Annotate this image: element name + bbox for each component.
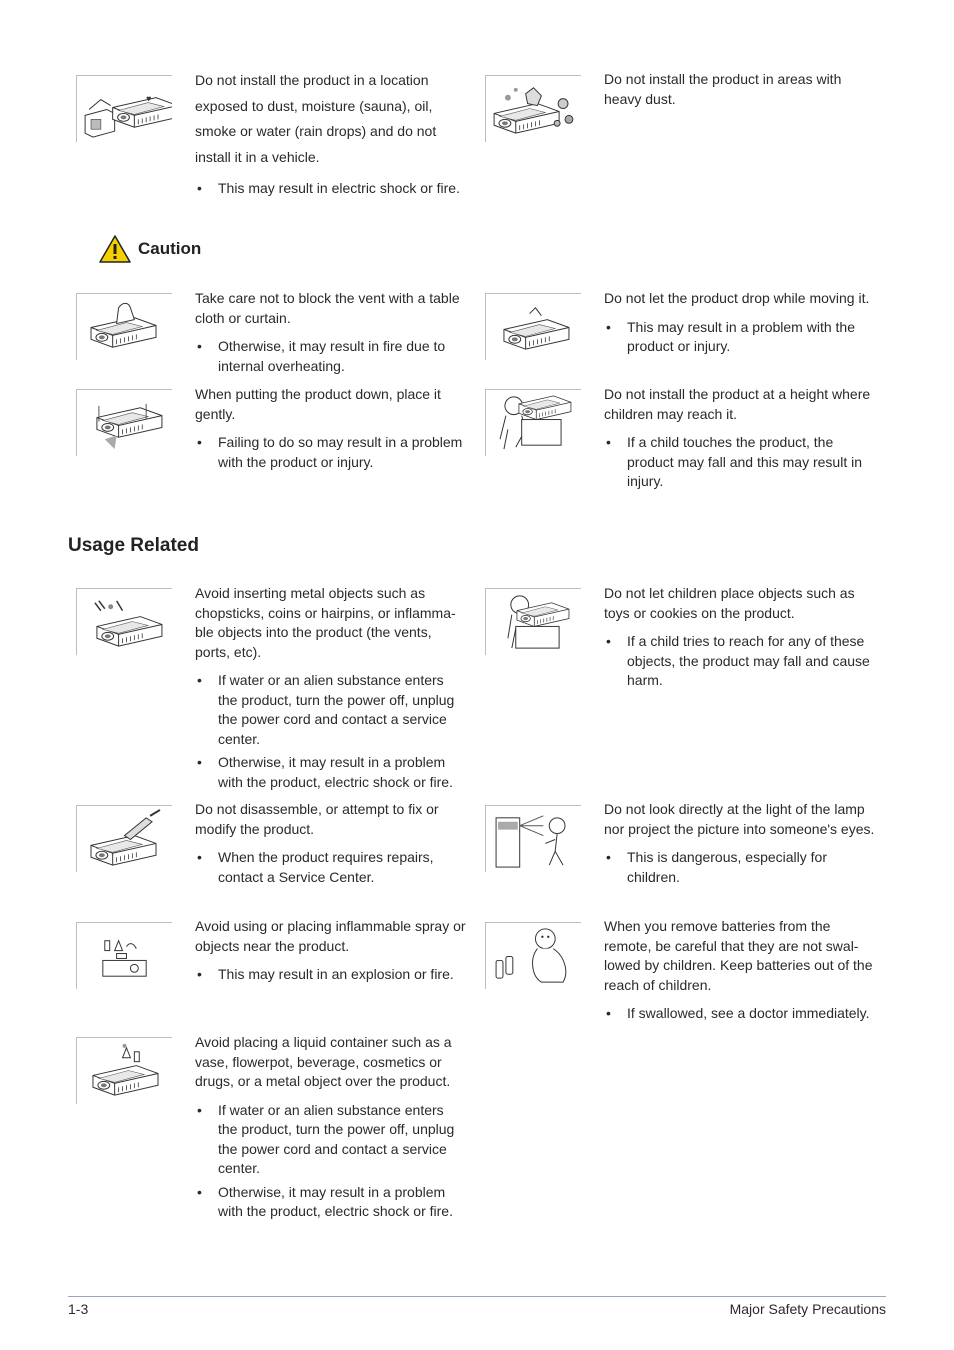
caution-label: Caution — [138, 239, 202, 258]
instruction-text: Do not let children place objects such as toys or cookies on the product. — [604, 585, 855, 621]
instruction-text: Do not disassemble, or attempt to fix or modify the product. — [195, 801, 439, 837]
instruction-text: Avoid using or placing inflammable spray or objects near the product. — [195, 918, 466, 954]
child-reaching-projector-illustration — [485, 389, 581, 456]
lamp-light-eyes-illustration — [485, 805, 581, 872]
child-batteries-illustration — [485, 922, 581, 989]
drop-caution — [604, 289, 876, 361]
projector-in-vehicle-illustration — [76, 75, 172, 142]
metal-objects-warning — [195, 584, 467, 796]
disassemble-projector-illustration — [76, 805, 172, 872]
bullet-item: • This may result in a problem with the product or injury. — [604, 318, 876, 357]
bullet-item: • Otherwise, it may result in a problem with the product, electric shock or fire. — [195, 753, 467, 792]
bullet-item: • This is dangerous, especially for children. — [604, 848, 876, 887]
footer-title: Major Safety Precautions — [729, 1301, 886, 1317]
projector-drop-illustration — [485, 293, 581, 360]
children-objects-warning — [604, 584, 876, 695]
bullet-item: • This may result in electric shock or fire. — [195, 179, 467, 199]
instruction-text: Avoid placing a liquid container such as a vase, flowerpot, beverage, cosmetics or drugs, or a metal object over the product. — [195, 1034, 452, 1089]
svg-text:♥: ♥ — [146, 93, 152, 104]
bullet-item: • If water or an alien substance enters the product, turn the power off, unplug the power cord and contact a service center. — [195, 671, 467, 749]
liquid-container-warning — [195, 1033, 467, 1226]
footer-divider — [68, 1296, 886, 1297]
instruction-text: When putting the product down, place it gently. — [195, 386, 441, 422]
install-location-warning — [195, 68, 467, 203]
instruction-text: Do not install the product at a height where children may reach it. — [604, 386, 871, 422]
instruction-text: Take care not to block the vent with a table cloth or curtain. — [195, 290, 460, 326]
warning-triangle-icon — [98, 234, 132, 264]
bullet-item: • If a child tries to reach for any of these objects, the product may fall and cause harm. — [604, 632, 876, 691]
instruction-text: Avoid inserting metal objects such as chopsticks, coins or hairpins, or inflamma-ble objects into the product (the vents, ports, etc). — [195, 585, 456, 660]
bullet-item: • If a child touches the product, the product may fall and this may result in injury. — [604, 433, 876, 492]
bullet-item: • If swallowed, see a doctor immediately. — [604, 1004, 876, 1024]
caution-heading — [98, 232, 201, 266]
dust-warning — [604, 70, 876, 118]
instruction-text: When you remove batteries from the remote, be careful that they are not swal-lowed by children. Keep batteries out of the reach of children. — [604, 918, 873, 993]
bullet-item: • When the product requires repairs, contact a Service Center. — [195, 848, 467, 887]
instruction-text: Do not look directly at the light of the lamp nor project the picture into someone's eyes. — [604, 801, 875, 837]
batteries-warning — [604, 917, 876, 1028]
lamp-light-warning — [604, 800, 876, 891]
disassemble-warning — [195, 800, 467, 891]
bullet-item: • This may result in an explosion or fire. — [195, 965, 467, 985]
place-gently-caution — [195, 385, 467, 476]
projector-dust-illustration — [485, 75, 581, 142]
bullet-item: • Otherwise, it may result in a problem with the product, electric shock or fire. — [195, 1183, 467, 1222]
bullet-item: • If water or an alien substance enters the product, turn the power off, unplug the power cord and contact a service center. — [195, 1101, 467, 1179]
child-height-caution — [604, 385, 876, 496]
section-heading: Usage Related — [68, 535, 199, 556]
inflammable-spray-warning — [195, 917, 467, 989]
vent-caution — [195, 289, 467, 380]
child-placing-objects-illustration — [485, 588, 581, 655]
inflammable-spray-illustration — [76, 922, 172, 989]
page-number: 1-3 — [68, 1301, 89, 1317]
projector-vent-blocked-illustration — [76, 293, 172, 360]
metal-objects-projector-illustration — [76, 588, 172, 655]
instruction-text: Do not let the product drop while moving it. — [604, 290, 870, 306]
liquid-container-projector-illustration — [76, 1037, 172, 1104]
instruction-text: Do not install the product in areas with heavy dust. — [604, 71, 842, 107]
projector-place-gently-illustration — [76, 389, 172, 456]
bullet-item: • Failing to do so may result in a problem with the product or injury. — [195, 433, 467, 472]
instruction-text: Do not install the product in a location exposed to dust, moisture (sauna), oil, smoke or water (rain drops) and do not install it in a vehicle. — [195, 72, 437, 165]
bullet-item: • Otherwise, it may result in fire due to internal overheating. — [195, 337, 467, 376]
